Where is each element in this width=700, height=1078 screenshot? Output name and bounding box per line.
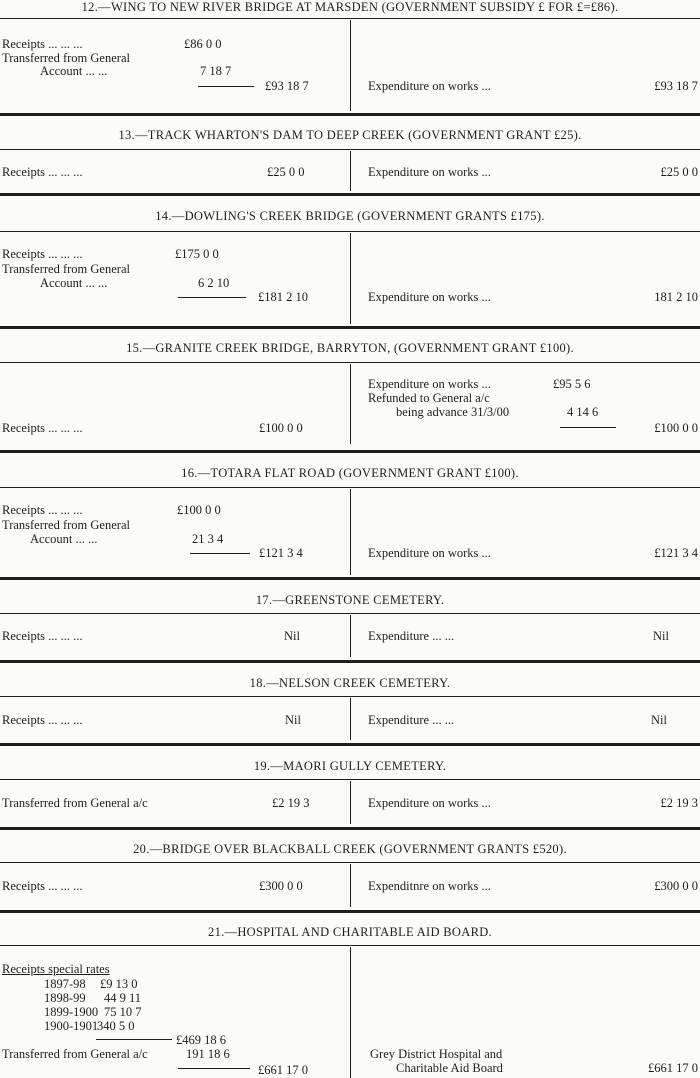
rates-total: £469 18 6 [176,1033,226,1047]
expenditure-label: Expenditure on works ... [368,165,491,179]
subtotal-rule [198,86,254,87]
expenditure-label: Expenditure on works ... [368,79,491,93]
transfer-label-cont: Account ... ... [40,64,108,78]
receipts-amount: £175 0 0 [175,247,219,261]
left-total: Nil [285,713,301,727]
rate-amount: 44 9 11 [104,991,142,1005]
section-end-rule [0,660,700,663]
column-divider [350,947,351,1078]
receipts-label: Receipts ... ... ... [2,421,83,435]
rule [0,362,700,363]
expenditure-label: Expenditure ... ... [368,629,455,643]
rule [0,487,700,488]
expenditure-label: Expenditure on works ... [368,377,491,391]
left-total: £25 0 0 [267,165,305,179]
section-12-title: 12.—WING TO NEW RIVER BRIDGE AT MARSDEN (GOVERNMENT SUBSIDY £ FOR £=£86). [81,0,619,14]
right-total: 181 2 10 [654,290,698,304]
column-divider [350,364,351,444]
right-total: Nil [653,629,669,643]
section-18-title: 18.—NELSON CREEK CEMETERY. [249,676,451,690]
rule [0,149,700,150]
refund-label: Refunded to General a/c [368,391,490,405]
subtotal-rule [96,1039,172,1040]
section-end-rule [0,193,700,196]
left-total: £300 0 0 [259,879,303,893]
transfer-label: Transferred from General a/c [2,1047,148,1061]
transfer-label: Transferred from General [2,262,130,276]
receipts-heading: Receipts special rates [2,962,110,976]
right-total: £661 17 0 [648,1061,698,1075]
expenditure-label: Expenditure ... ... [368,713,455,727]
rule [0,613,700,614]
transfer-label-cont: Account ... ... [40,276,108,290]
column-divider [350,489,351,575]
rate-amount: 340 5 0 [97,1019,135,1033]
section-end-rule [0,326,700,329]
section-16-title: 16.—TOTARA FLAT ROAD (GOVERNMENT GRANT £100). [181,466,519,480]
right-total: £2 19 3 [660,796,698,810]
left-total: £93 18 7 [265,79,309,93]
subtotal-rule [190,553,250,554]
expenditure-label: Expenditure on works ... [368,290,491,304]
left-total: £121 3 4 [259,546,303,560]
transfer-label-cont: Account ... ... [30,532,98,546]
payee-label: Grey District Hospital and [370,1047,503,1061]
section-end-rule [0,450,700,453]
receipts-label: Receipts ... ... ... [2,629,83,643]
transfer-amount: 7 18 7 [200,64,232,78]
section-13-title: 13.—TRACK WHARTON'S DAM TO DEEP CREEK (GOVERNMENT GRANT £25). [118,128,582,142]
section-20-title: 20.—BRIDGE OVER BLACKBALL CREEK (GOVERNMENT GRANTS £520). [133,842,567,856]
expenditure-label: Expenditure on works ... [368,546,491,560]
right-total: £25 0 0 [660,165,698,179]
receipts-label: Receipts ... ... ... [2,37,83,51]
rate-year: 1899-1900 [44,1005,99,1019]
transfer-label: Transferred from General [2,51,130,65]
transfer-label: Transferred from General [2,518,130,532]
left-total: £2 19 3 [272,796,310,810]
column-divider [350,698,351,740]
rate-amount: £9 13 0 [100,977,138,991]
section-14-title: 14.—DOWLING'S CREEK BRIDGE (GOVERNMENT GRANTS £175). [155,209,545,223]
section-15-title: 15.—GRANITE CREEK BRIDGE, BARRYTON, (GOVERNMENT GRANT £100). [126,341,574,355]
right-total: Nil [651,713,667,727]
subtotal-rule [178,1068,250,1069]
right-total: £93 18 7 [654,79,698,93]
right-total: £100 0 0 [654,421,698,435]
refund-label-cont: being advance 31/3/00 [396,405,510,419]
left-total: £100 0 0 [259,421,303,435]
section-end-rule [0,577,700,580]
section-17-title: 17.—GREENSTONE CEMETERY. [255,593,445,607]
right-total: £121 3 4 [654,546,698,560]
right-total: £300 0 0 [654,879,698,893]
rule [0,779,700,780]
payee-label-cont: Charitable Aid Board [396,1061,503,1075]
rule [0,945,700,946]
receipts-label: Receipts ... ... ... [2,165,83,179]
column-divider [350,615,351,657]
transfer-amount: 21 3 4 [192,532,224,546]
rate-year: 1900-1901 [44,1019,99,1033]
rate-year: 1898-99 [44,991,86,1005]
receipts-amount: £100 0 0 [177,503,221,517]
rule [0,862,700,863]
column-divider [350,781,351,824]
rate-amount: 75 10 7 [104,1005,142,1019]
receipts-label: Receipts ... ... ... [2,879,83,893]
expenditure-label: Expenditnre on works ... [368,879,491,893]
left-total: £661 17 0 [258,1063,308,1077]
rate-year: 1897-98 [44,977,86,991]
section-end-rule [0,113,700,116]
transfer-amount: 191 18 6 [186,1047,230,1061]
rule [0,18,700,19]
rule [0,231,700,232]
rule [0,696,700,697]
column-divider [350,233,351,324]
refund-amount: 4 14 6 [567,405,599,419]
expenditure-amount: £95 5 6 [553,377,591,391]
section-end-rule [0,910,700,913]
left-total: £181 2 10 [258,290,308,304]
section-19-title: 19.—MAORI GULLY CEMETERY. [253,759,447,773]
section-21-title: 21.—HOSPITAL AND CHARITABLE AID BOARD. [208,925,492,939]
transfer-label: Transferred from General a/c [2,796,148,810]
column-divider [350,20,351,111]
left-total: Nil [284,629,300,643]
receipts-label: Receipts ... ... ... [2,503,83,517]
column-divider [350,864,351,907]
receipts-amount: £86 0 0 [184,37,222,51]
expenditure-label: Expenditure on works ... [368,796,491,810]
section-end-rule [0,743,700,746]
section-end-rule [0,827,700,830]
transfer-amount: 6 2 10 [198,276,230,290]
subtotal-rule [178,297,246,298]
column-divider [350,151,351,191]
receipts-label: Receipts ... ... ... [2,713,83,727]
receipts-label: Receipts ... ... ... [2,247,83,261]
